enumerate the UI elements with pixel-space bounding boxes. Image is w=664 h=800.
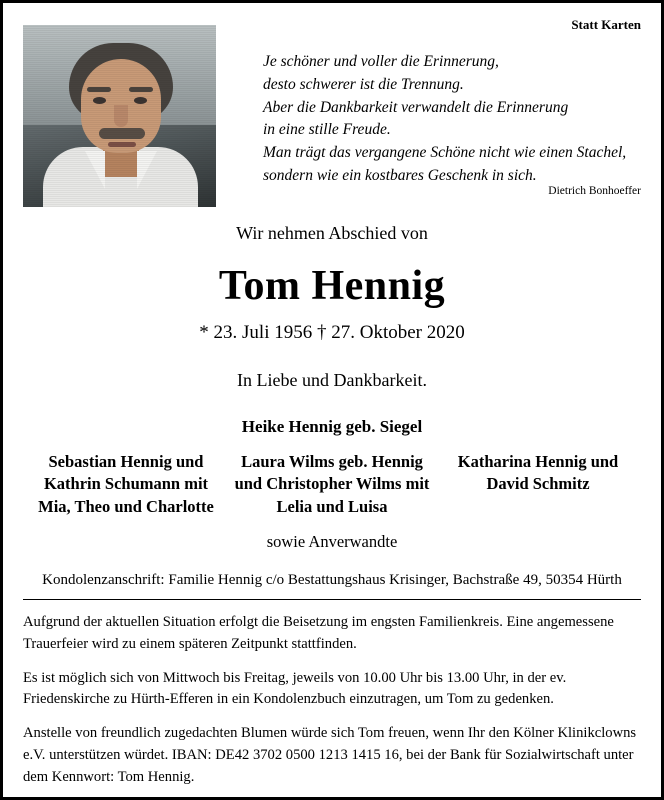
family-column: Katharina Hennig und David Schmitz (457, 452, 619, 494)
note-paragraph: Es ist möglich sich von Mittwoch bis Freitag, jeweils von 10.00 Uhr bis 13.00 Uhr, in der ev. Friedenskirche zu Hürth-Efferen in ein Kondolenzbuch einzutragen, um Tom zu gedenken. (23, 669, 567, 708)
quote-line: sondern wie ein kostbares Geschenk in sich. (263, 166, 537, 184)
family-list (23, 451, 641, 518)
quote-line: desto schwerer ist die Trennung. (263, 75, 464, 93)
header-area (23, 17, 641, 207)
family-column: Laura Wilms geb. Hennig und Christopher Wilms mit Lelia und Luisa (234, 452, 430, 516)
farewell-line: Wir nehmen Abschied von (236, 223, 428, 243)
note-paragraph: Anstelle von freundlich zugedachten Blumen würde sich Tom freuen, wenn Ihr den Kölner Klinikclowns e.V. unterstützen würdet. IBAN: DE42 3702 0500 1213 1415 16, bei der Bank für Sozialwirtschaft unter dem Kennwort: Tom Hennig. (23, 725, 637, 786)
relatives-line: sowie Anverwandte (266, 531, 398, 551)
portrait-photo (23, 25, 216, 207)
deceased-name: Tom Hennig (218, 263, 446, 309)
quote-line: Man trägt das vergangene Schöne nicht wie einen Stachel, (263, 144, 627, 162)
condolence-address: Kondolenzanschrift: Familie Hennig c/o Bestattungshaus Krisinger, Bachstraße 49, 50354 Hürth (42, 571, 622, 588)
divider (23, 599, 641, 600)
photo-grain-overlay (23, 25, 216, 207)
statt-karten-label: Statt Karten (571, 17, 641, 32)
quote-line: Aber die Dankbarkeit verwandelt die Erinnerung (263, 98, 569, 116)
birth-death-dates: * 23. Juli 1956 † 27. Oktober 2020 (199, 322, 465, 343)
note-paragraph: Aufgrund der aktuellen Situation erfolgt die Beisetzung im engsten Familienkreis. Eine angemessene Trauerfeier wird zu einem späteren Zeitpunkt stattfinden. (23, 613, 614, 652)
quote-line: in eine stille Freude. (263, 121, 391, 139)
love-line: In Liebe und Dankbarkeit. (237, 370, 427, 390)
quote-author: Dietrich Bonhoeffer (548, 185, 641, 197)
widow-name: Heike Hennig geb. Siegel (241, 417, 423, 436)
notes-block (23, 612, 641, 789)
quote-block (263, 51, 641, 188)
family-column: Sebastian Hennig und Kathrin Schumann mit Mia, Theo und Charlotte (38, 452, 214, 516)
quote-line: Je schöner und voller die Erinnerung, (263, 53, 499, 70)
